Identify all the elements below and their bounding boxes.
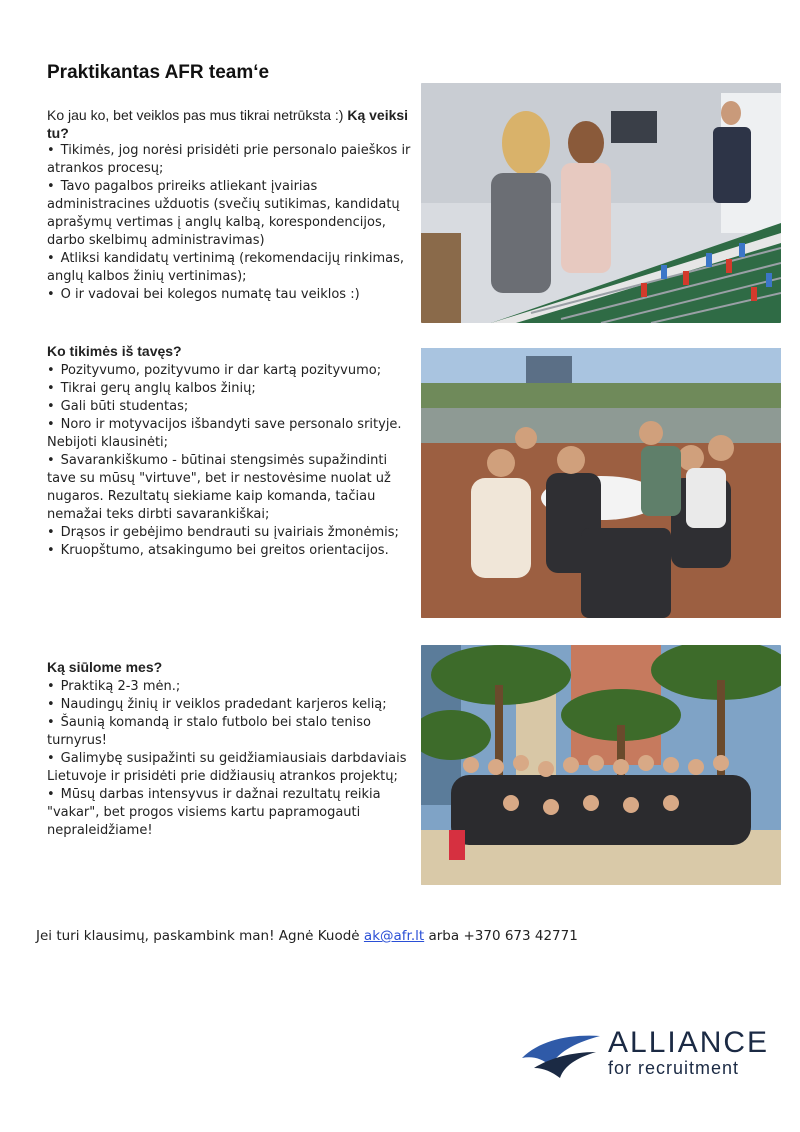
photo-terrace — [421, 348, 781, 618]
list-item: • Pozityvumo, pozityvumo ir dar kartą pozityvumo; — [47, 362, 419, 380]
intro-list — [47, 142, 419, 304]
email-link[interactable]: ak@afr.lt — [363, 928, 425, 944]
list-item: • O ir vadovai bei kolegos numatę tau veiklos :) — [47, 286, 419, 304]
intro-question: Ką veiksi tu? — [47, 107, 409, 141]
list-item: • Praktiką 2-3 mėn.; — [47, 678, 419, 696]
list-item: • Tikrai gerų anglų kalbos žinių; — [47, 380, 419, 398]
offer-heading: Ką siūlome mes? — [47, 659, 163, 675]
list-item: • Mūsų darbas intensyvus ir dažnai rezultatų reikia "vakar", bet progos visiems kartu papramogauti nepraleidžiame! — [47, 786, 419, 840]
list-item: • Tavo pagalbos prireiks atliekant įvairias administracines užduotis (svečių sutikimas, kandidatų aprašymų vertimas į anglų kalbą, korespondencijos, darbo skelbimų administravimas) — [47, 178, 419, 250]
page-title: Praktikantas AFR team‘e — [47, 62, 270, 83]
list-item: • Gali būti studentas; — [47, 398, 419, 416]
list-item: • Šaunią komandą ir stalo futbolo bei stalo teniso turnyrus! — [47, 714, 419, 750]
photo-foosball — [421, 83, 781, 323]
list-item: • Tikimės, jog norėsi prisidėti prie personalo paieškos ir atrankos procesų; — [47, 142, 419, 178]
expect-list — [47, 362, 419, 560]
photo-group — [421, 645, 781, 885]
list-item: • Savarankiškumo - būtinai stengsimės supažindinti tave su mūsų "virtuve", bet ir nestovėsime nuolat už nugaros. Rezultatų siekiame kaip komanda, tačiau nemažai teks dirbti savarankiškai; — [47, 452, 419, 524]
intro-section — [47, 106, 419, 304]
offer-list — [47, 678, 419, 840]
list-item: • Noro ir motyvacijos išbandyti save personalo srityje. Nebijoti klausinėti; — [47, 416, 419, 452]
intro-lead — [47, 106, 419, 142]
expect-heading: Ko tikimės iš tavęs? — [47, 343, 182, 359]
list-item: • Drąsos ir gebėjimo bendrauti su įvairiais žmonėmis; — [47, 524, 419, 542]
list-item: • Atliksi kandidatų vertinimą (rekomendacijų rinkimas, anglų kalbos žinių vertinimas); — [47, 250, 419, 286]
logo-tagline: for recruitment — [608, 1058, 740, 1078]
contact-joiner: arba — [428, 928, 460, 944]
logo-wordmark: ALLIANCE — [608, 1026, 770, 1059]
contact-text: Jei turi klausimų, paskambink man! Agnė Kuodė — [36, 928, 360, 944]
expect-section — [47, 342, 419, 560]
offer-section — [47, 658, 419, 840]
list-item: • Kruopštumo, atsakingumo bei greitos orientacijos. — [47, 542, 419, 560]
contact-line — [36, 928, 578, 944]
list-item: • Naudingų žinių ir veiklos pradedant karjeros kelią; — [47, 696, 419, 714]
intro-lead-text: Ko jau ko, bet veiklos pas mus tikrai netrūksta :) — [47, 107, 344, 123]
list-item: • Galimybę susipažinti su geidžiamiausiais darbdaviais Lietuvoje ir prisidėti prie didžiausių atrankos projektų; — [47, 750, 419, 786]
company-logo — [520, 1028, 780, 1088]
logo-swoosh-icon — [520, 1028, 604, 1084]
phone-number: +370 673 42771 — [463, 928, 578, 944]
